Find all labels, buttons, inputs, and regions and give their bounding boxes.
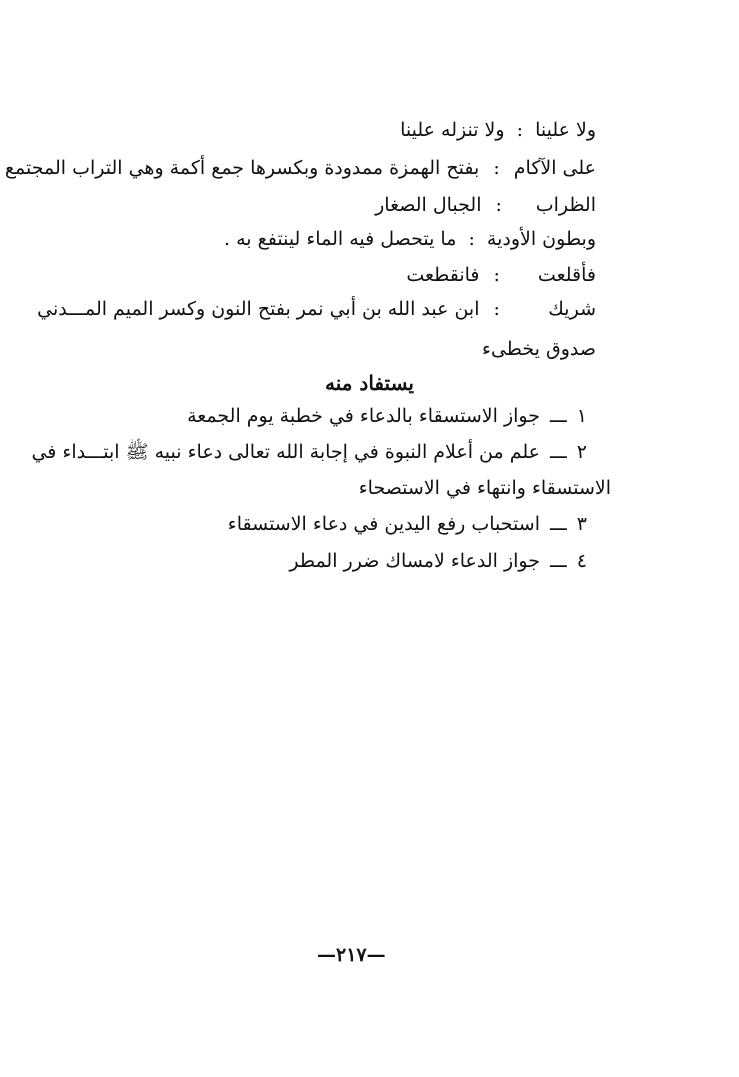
glossary-meaning: ابن عبد الله بن أبي نمر بفتح النون وكسر الميم المـــدني <box>37 298 480 320</box>
benefit-number: ٣ <box>576 513 587 535</box>
benefit-number: ٤ <box>576 550 587 572</box>
glossary-separator: : <box>493 264 500 286</box>
glossary-term: شريك <box>548 298 596 320</box>
glossary-term: وبطون الأودية <box>486 228 596 250</box>
benefit-text: الاستسقاء وانتهاء في الاستصحاء <box>358 477 611 499</box>
glossary-separator: : <box>493 298 500 320</box>
benefit-item: ٤ ـــ جواز الدعاء لامساك ضرر المطر <box>289 550 587 572</box>
glossary-meaning: الجبال الصغار <box>375 194 482 216</box>
glossary-term: فأقلعت <box>537 264 596 286</box>
benefit-item: ٣ ـــ استحباب رفع اليدين في دعاء الاستسقاء <box>227 513 587 535</box>
benefit-item-continuation <box>359 476 611 500</box>
benefit-text: جواز الدعاء لامساك ضرر المطر <box>289 550 540 572</box>
glossary-separator: : <box>516 119 524 141</box>
glossary-meaning: فانقطعت <box>406 264 480 286</box>
benefit-number: ١ <box>576 405 587 427</box>
glossary-entry <box>224 227 596 251</box>
glossary-meaning: بفتح الهمزة ممدودة وبكسرها جمع أكمة وهي التراب المجتمع <box>4 157 480 179</box>
glossary-entry <box>5 156 596 180</box>
glossary-term: على الآكام <box>513 157 596 179</box>
glossary-term: الظراب <box>535 194 596 216</box>
section-heading: يستفاد منه <box>325 371 414 395</box>
glossary-term: ولا علينا <box>535 119 596 141</box>
benefit-text: علم من أعلام النبوة في إجابة الله تعالى دعاء نبيه ﷺ ابتـــداء في <box>31 441 540 463</box>
benefit-item: ٢ ـــ علم من أعلام النبوة في إجابة الله تعالى دعاء نبيه ﷺ ابتـــداء في <box>31 441 587 463</box>
glossary-meaning: ولا تنزله علينا <box>400 119 505 141</box>
glossary-continuation: صدوق يخطىء <box>482 338 596 360</box>
glossary-separator: : <box>495 194 502 216</box>
glossary-entry <box>400 118 596 142</box>
glossary-meaning: ما يتحصل فيه الماء لينتفع به . <box>224 228 457 250</box>
glossary-entry <box>406 263 596 287</box>
benefit-item: ١ ـــ جواز الاستسقاء بالدعاء في خطبة يوم الجمعة <box>187 405 587 427</box>
benefit-text: جواز الاستسقاء بالدعاء في خطبة يوم الجمعة <box>187 405 540 427</box>
benefit-text: استحباب رفع اليدين في دعاء الاستسقاء <box>227 513 540 535</box>
glossary-separator: : <box>468 228 475 250</box>
glossary-entry <box>37 297 596 321</box>
benefit-number: ٢ <box>576 441 587 463</box>
page-number: —٢١٧— <box>317 944 386 966</box>
glossary-entry <box>375 193 596 217</box>
glossary-separator: : <box>493 157 500 179</box>
